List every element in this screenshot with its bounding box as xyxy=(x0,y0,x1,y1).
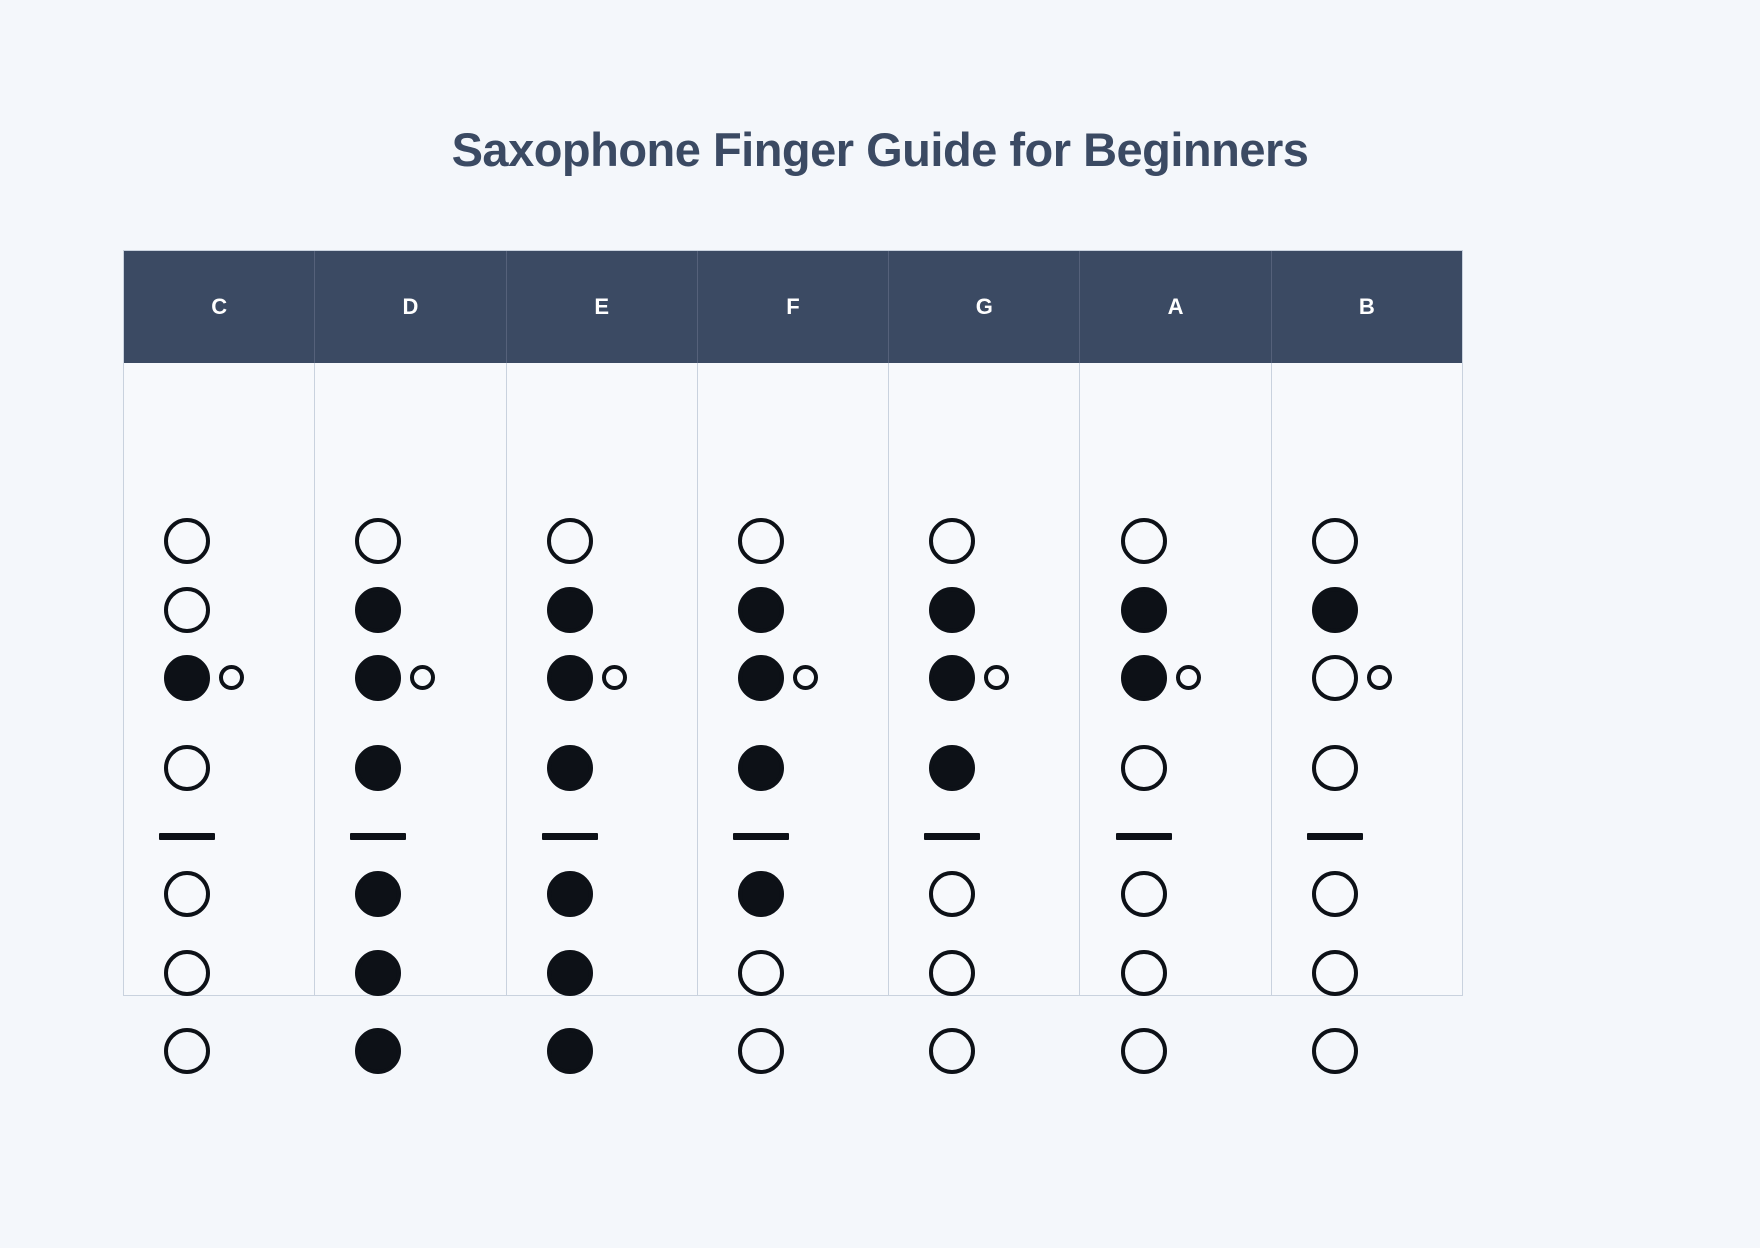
key-e-left-2[interactable] xyxy=(547,655,593,701)
note-header-b[interactable]: B xyxy=(1358,294,1375,319)
key-c-right-1[interactable] xyxy=(164,871,210,917)
fingering-column-a xyxy=(1080,363,1271,995)
key-e-right-1[interactable] xyxy=(547,871,593,917)
key-d-right-2[interactable] xyxy=(355,950,401,996)
hand-divider-bar xyxy=(1116,833,1172,840)
key-b-left-2[interactable] xyxy=(1312,655,1358,701)
note-header-row xyxy=(124,251,1462,363)
key-c-left-1[interactable] xyxy=(164,587,210,633)
key-c-octave[interactable] xyxy=(164,518,210,564)
key-c-right-3[interactable] xyxy=(164,1028,210,1074)
key-b-left-3[interactable] xyxy=(1312,745,1358,791)
key-f-right-1[interactable] xyxy=(738,871,784,917)
key-f-left-1[interactable] xyxy=(738,587,784,633)
hand-divider-bar xyxy=(1307,833,1363,840)
key-a-octave[interactable] xyxy=(1121,518,1167,564)
key-f-right-2[interactable] xyxy=(738,950,784,996)
fingering-column-b xyxy=(1272,363,1462,995)
key-e-side[interactable] xyxy=(602,665,627,690)
fingering-column-g xyxy=(889,363,1080,995)
key-b-side[interactable] xyxy=(1367,665,1392,690)
note-header-g[interactable]: G xyxy=(889,251,1080,363)
key-d-left-3[interactable] xyxy=(355,745,401,791)
note-header-d[interactable]: D xyxy=(315,251,506,363)
key-b-left-1[interactable] xyxy=(1312,587,1358,633)
key-g-left-2[interactable] xyxy=(929,655,975,701)
key-g-right-1[interactable] xyxy=(929,871,975,917)
fingering-stack xyxy=(889,363,1079,995)
hand-divider-bar xyxy=(733,833,789,840)
key-b-right-1[interactable] xyxy=(1312,871,1358,917)
key-g-left-3[interactable] xyxy=(929,745,975,791)
key-b-right-2[interactable] xyxy=(1312,950,1358,996)
key-a-left-3[interactable] xyxy=(1121,745,1167,791)
note-header-a[interactable]: A xyxy=(1080,251,1271,363)
key-g-octave[interactable] xyxy=(929,518,975,564)
key-g-right-2[interactable] xyxy=(929,950,975,996)
key-c-left-2[interactable] xyxy=(164,655,210,701)
key-c-side[interactable] xyxy=(219,665,244,690)
note-header-c[interactable]: C xyxy=(124,251,315,363)
key-d-right-3[interactable] xyxy=(355,1028,401,1074)
key-d-side[interactable] xyxy=(410,665,435,690)
key-c-left-3[interactable] xyxy=(164,745,210,791)
hand-divider-bar xyxy=(542,833,598,840)
key-a-side[interactable] xyxy=(1176,665,1201,690)
key-f-right-3[interactable] xyxy=(738,1028,784,1074)
key-a-left-1[interactable] xyxy=(1121,587,1167,633)
key-e-octave[interactable] xyxy=(547,518,593,564)
key-g-left-1[interactable] xyxy=(929,587,975,633)
key-a-right-3[interactable] xyxy=(1121,1028,1167,1074)
fingering-stack xyxy=(124,363,314,995)
key-f-side[interactable] xyxy=(793,665,818,690)
key-a-right-1[interactable] xyxy=(1121,871,1167,917)
key-e-left-3[interactable] xyxy=(547,745,593,791)
note-header-e[interactable]: E xyxy=(507,251,698,363)
fingering-diagram-row xyxy=(124,363,1462,995)
fingering-stack xyxy=(1080,363,1270,995)
hand-divider-bar xyxy=(350,833,406,840)
key-g-right-3[interactable] xyxy=(929,1028,975,1074)
key-f-left-3[interactable] xyxy=(738,745,784,791)
fingering-stack xyxy=(507,363,697,995)
fingering-stack xyxy=(698,363,888,995)
key-a-right-2[interactable] xyxy=(1121,950,1167,996)
fingering-column-d xyxy=(315,363,506,995)
key-g-side[interactable] xyxy=(984,665,1009,690)
fingering-column-c xyxy=(124,363,315,995)
key-b-octave[interactable] xyxy=(1312,518,1358,564)
fingering-stack xyxy=(1272,363,1462,995)
fingering-stack xyxy=(315,363,505,995)
fingering-column-e xyxy=(507,363,698,995)
key-d-left-2[interactable] xyxy=(355,655,401,701)
fingering-column-f xyxy=(698,363,889,995)
hand-divider-bar xyxy=(924,833,980,840)
key-d-octave[interactable] xyxy=(355,518,401,564)
page-title: Saxophone Finger Guide for Beginners xyxy=(451,123,1309,176)
key-f-octave[interactable] xyxy=(738,518,784,564)
key-c-right-2[interactable] xyxy=(164,950,210,996)
key-e-right-3[interactable] xyxy=(547,1028,593,1074)
hand-divider-bar xyxy=(159,833,215,840)
key-e-right-2[interactable] xyxy=(547,950,593,996)
key-e-left-1[interactable] xyxy=(547,587,593,633)
key-d-right-1[interactable] xyxy=(355,871,401,917)
fingering-chart xyxy=(123,250,1463,996)
note-header-f[interactable]: F xyxy=(698,251,889,363)
key-d-left-1[interactable] xyxy=(355,587,401,633)
key-a-left-2[interactable] xyxy=(1121,655,1167,701)
key-f-left-2[interactable] xyxy=(738,655,784,701)
key-b-right-3[interactable] xyxy=(1312,1028,1358,1074)
